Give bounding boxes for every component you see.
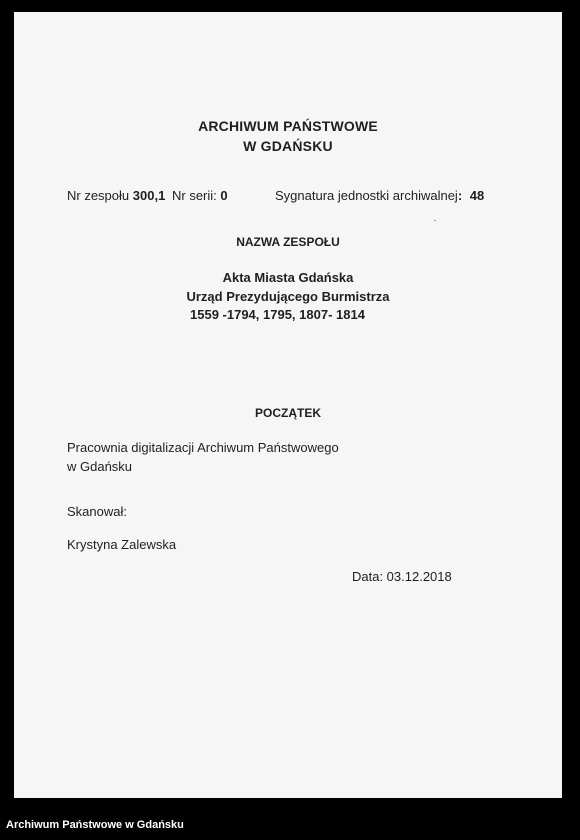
speck — [434, 220, 436, 221]
fond-dates: 1559 -1794, 1795, 1807- 1814 — [190, 307, 365, 322]
scan-date: Data: 03.12.2018 — [352, 569, 452, 584]
fond-name-line1: Akta Miasta Gdańska — [222, 270, 354, 285]
digitization-lab-line1: Pracownia digitalizacji Archiwum Państwowego — [67, 440, 339, 455]
scanned-by-name: Krystyna Zalewska — [67, 537, 177, 552]
unit-signature-label: Sygnatura jednostki archiwalnej — [275, 188, 458, 203]
fond-number — [67, 188, 165, 204]
unit-signature — [275, 188, 484, 204]
fond-number-label: Nr zespołu — [67, 188, 130, 203]
unit-signature-colon: : — [457, 188, 463, 203]
fond-number-value: 300,1 — [132, 188, 166, 203]
series-number — [172, 188, 228, 204]
archive-title-line2: W GDAŃSKU — [243, 138, 333, 154]
archive-footer-caption: Archiwum Państwowe w Gdańsku — [6, 819, 184, 831]
series-number-label: Nr serii: — [172, 188, 217, 203]
archive-title-line1: ARCHIWUM PAŃSTWOWE — [198, 118, 378, 134]
fond-name-heading: NAZWA ZESPOŁU — [236, 235, 340, 249]
unit-signature-value: 48 — [469, 188, 485, 203]
document-page — [14, 12, 562, 798]
digitization-lab-line2: w Gdańsku — [67, 459, 133, 474]
scanned-by-label: Skanował: — [67, 504, 127, 519]
section-heading: POCZĄTEK — [255, 406, 321, 420]
fond-name-line2: Urząd Prezydującego Burmistrza — [186, 289, 390, 304]
series-number-value: 0 — [220, 188, 228, 203]
